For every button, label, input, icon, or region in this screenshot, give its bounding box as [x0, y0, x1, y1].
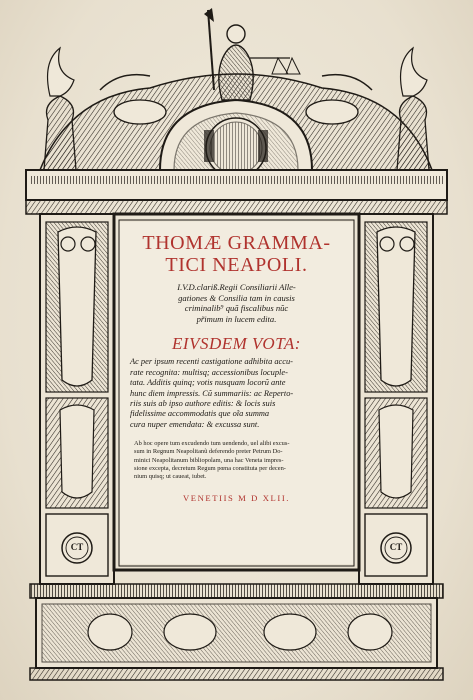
right-column: [359, 214, 433, 584]
vota-description: Ac per ipsum recenti castigatione adhibita accu- rate recognita: multisq; accessionibus locuple- tata. Additis quinq; votis nusquam locorũ ante hunc diem impressis. Cũ summariis: ac Reperto- riis suis ab ipso authore editis: & locis suis fidelissime accommodatis que oĩa summa cura nuper emendata: & excussa sunt.: [130, 357, 294, 429]
title-text-panel: [120, 222, 353, 564]
plinth-frieze: [30, 584, 443, 680]
privilege-notice: Ab hoc opere tum excudendo tum uendendo, uel alibi excus- sum in Regnum Neapolitanũ deferendo preter Petrum Do- minici Neapolitanum bibliopolam, una hac Veneta impres- sione excepta, decretum Regum pœna constituta per decen- nium quisq; ut caueat, iubet.: [134, 440, 290, 481]
imprint: VENETIIS M D XLII.: [182, 493, 291, 504]
author-description: I.V.D.clariß.Regii Consiliarii Alle- gationes & Consilia tam in causis criminalib⁹ quã fiscalibus nũc pr̃imum in lucem edita.: [177, 282, 296, 324]
vota-title: EIVSDEM VOTA:: [172, 334, 301, 354]
main-title-line-1: THOMÆ GRAMMA-: [142, 232, 331, 254]
main-title-line-2: TICI NEAPOLI.: [165, 254, 308, 276]
printer-mark-right: CT: [389, 542, 403, 552]
entablature: [26, 170, 447, 200]
printer-mark-left: CT: [70, 542, 84, 552]
left-column: [40, 214, 114, 584]
